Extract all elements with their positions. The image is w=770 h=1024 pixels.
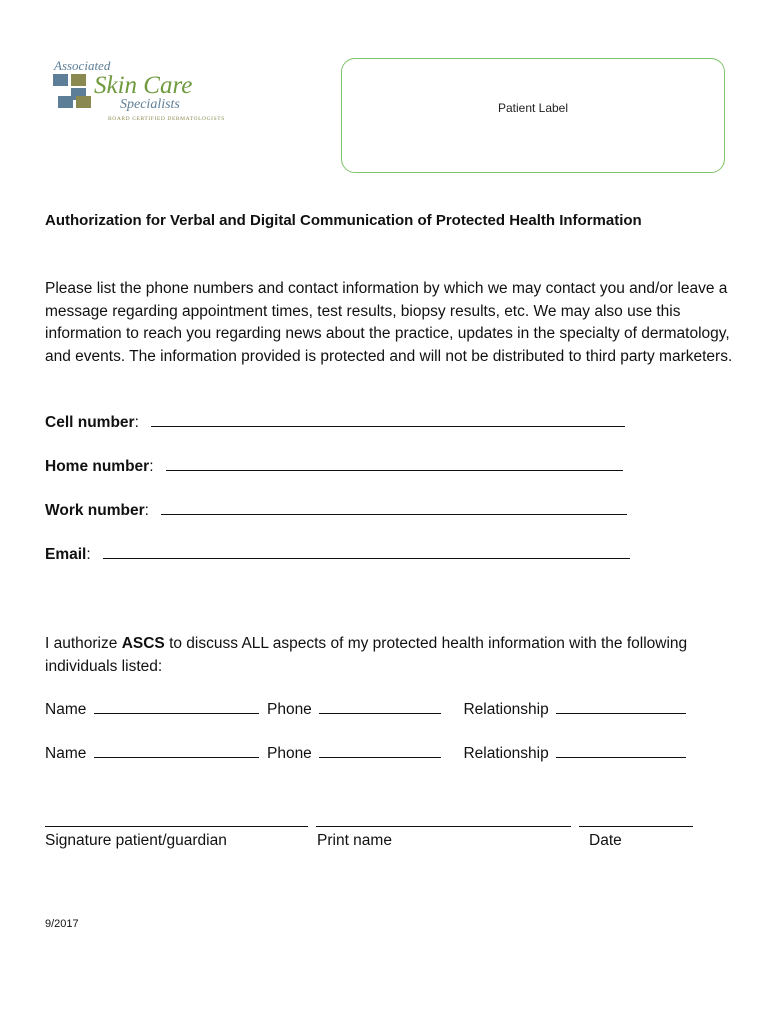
date-line[interactable]: [579, 826, 693, 827]
patient-label-box: [341, 58, 725, 173]
logo-square-2: [71, 74, 86, 86]
work-number-label: Work number: [45, 502, 145, 519]
phone-label: Phone: [266, 745, 312, 762]
practice-logo: [50, 58, 250, 128]
home-number-field: Home number:: [45, 456, 623, 476]
work-number-field: Work number:: [45, 500, 627, 520]
logo-text-skin-care: Skin Care: [94, 72, 193, 99]
patient-label-text: Patient Label: [497, 101, 569, 115]
logo-square-1: [53, 74, 68, 86]
form-title: Authorization for Verbal and Digital Communication of Protected Health Information: [45, 212, 642, 229]
signature-line[interactable]: [45, 826, 308, 827]
relationship-label: Relationship: [463, 745, 549, 762]
home-number-line[interactable]: [166, 456, 623, 471]
email-label: Email: [45, 546, 87, 563]
intro-paragraph: Please list the phone numbers and contact information by which we may contact you and/or leave a message regarding appointment times, test results, biopsy results, etc. We may also use this information to reach you regarding news about the practice, updates in the specialty of dermatology, and events. The information provided is protected and will not be distributed to third party marketers.: [45, 280, 733, 365]
date-label: Date: [589, 832, 622, 849]
phone-line[interactable]: [319, 743, 441, 758]
cell-number-field: Cell number:: [45, 412, 625, 432]
email-field: Email:: [45, 544, 630, 564]
individual-row-1: [45, 699, 686, 719]
logo-text-associated: Associated: [54, 58, 111, 73]
authorization-statement: I authorize ASCS to discuss ALL aspects of my protected health information with the following individuals listed:: [45, 635, 688, 675]
relationship-line[interactable]: [556, 699, 686, 714]
org-abbreviation: ASCS: [121, 635, 165, 652]
phone-line[interactable]: [319, 699, 441, 714]
name-label: Name: [45, 701, 87, 718]
email-line[interactable]: [103, 544, 630, 559]
relationship-label: Relationship: [463, 701, 549, 718]
relationship-line[interactable]: [556, 743, 686, 758]
work-number-line[interactable]: [161, 500, 627, 515]
name-line[interactable]: [94, 699, 259, 714]
revision-date: 9/2017: [45, 918, 79, 930]
logo-text-specialists: Specialists: [120, 97, 180, 112]
print-name-line[interactable]: [316, 826, 571, 827]
name-label: Name: [45, 745, 87, 762]
cell-number-line[interactable]: [151, 412, 625, 427]
signature-label: Signature patient/guardian: [45, 832, 227, 849]
logo-square-5: [76, 96, 91, 108]
logo-square-4: [58, 96, 73, 108]
home-number-label: Home number: [45, 458, 150, 475]
phone-label: Phone: [266, 701, 312, 718]
name-line[interactable]: [94, 743, 259, 758]
logo-tagline: BOARD CERTIFIED DERMATOLOGISTS: [108, 116, 225, 122]
print-name-label: Print name: [317, 832, 392, 849]
cell-number-label: Cell number: [45, 414, 135, 431]
individual-row-2: [45, 743, 686, 763]
